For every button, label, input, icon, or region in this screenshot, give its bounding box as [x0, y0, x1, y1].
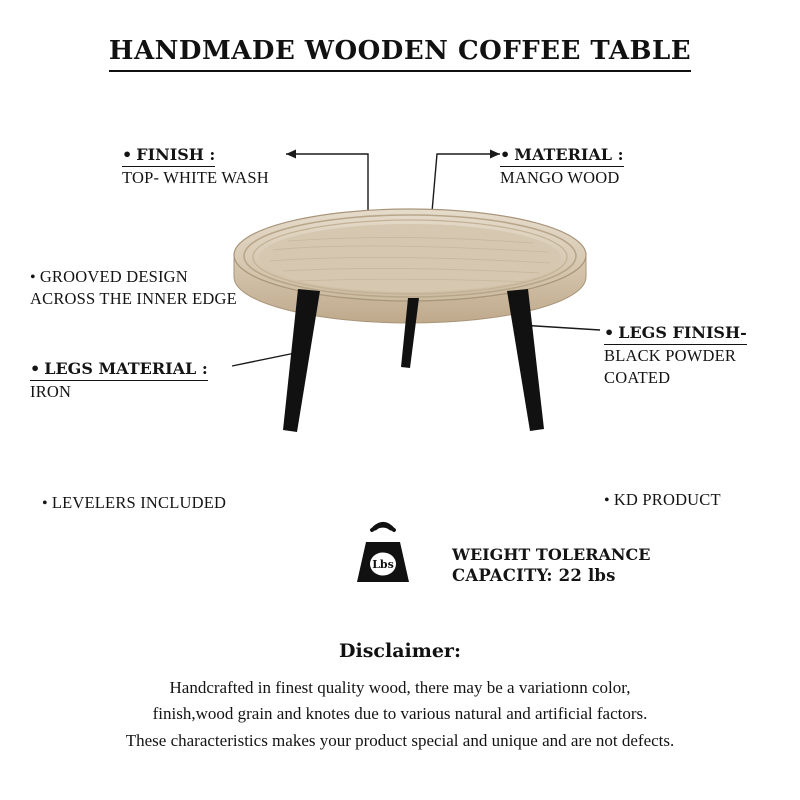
callout-weight-tolerance	[452, 544, 650, 587]
callout-grooved-design	[30, 266, 237, 310]
callout-kd-product	[604, 489, 721, 511]
weight-icon-label: Lbs	[372, 558, 394, 571]
callout-material-heading: • MATERIAL :	[500, 145, 624, 167]
weight-icon	[352, 520, 414, 586]
callout-finish-detail: TOP- WHITE WASH	[122, 168, 269, 188]
disclaimer-line-1: Handcrafted in finest quality wood, there may be a variationn color,	[169, 678, 631, 697]
arrowhead-material	[490, 150, 500, 159]
callout-legs-finish	[604, 322, 747, 388]
callout-levelers	[42, 492, 226, 514]
coffee-table-illustration	[228, 205, 592, 437]
callout-legs-material-heading: • LEGS MATERIAL :	[30, 359, 208, 381]
callout-grooved-line2: ACROSS THE INNER EDGE	[30, 289, 237, 309]
disclaimer-body	[50, 675, 750, 754]
arrowhead-finish	[286, 150, 296, 159]
callout-weight-line2: CAPACITY: 22 lbs	[452, 566, 616, 586]
callout-legs-material	[30, 358, 208, 403]
callout-levelers-text: • LEVELERS INCLUDED	[42, 492, 226, 514]
page-title-text: HANDMADE WOODEN COFFEE TABLE	[109, 36, 691, 72]
disclaimer-line-2: finish,wood grain and knotes due to various natural and artificial factors.	[152, 704, 648, 724]
callout-legs-material-detail: IRON	[30, 382, 72, 402]
callout-legs-finish-detail-1: BLACK POWDER	[604, 346, 737, 366]
callout-weight-line1: WEIGHT TOLERANCE	[452, 545, 651, 564]
table-leg-right	[507, 289, 544, 431]
callout-grooved-line1: • GROOVED DESIGN	[30, 266, 237, 288]
callout-legs-finish-detail-2: COATED	[604, 367, 671, 387]
callout-material-detail: MANGO WOOD	[500, 168, 620, 188]
disclaimer-line-3: These characteristics makes your product special and unique and are not defects.	[125, 730, 675, 750]
callout-finish-heading: • FINISH :	[122, 145, 215, 167]
callout-legs-finish-heading: • LEGS FINISH-	[604, 323, 747, 345]
page-title	[0, 36, 800, 66]
disclaimer-heading: Disclaimer:	[339, 640, 461, 662]
callout-finish	[122, 144, 269, 189]
callout-kd-text: • KD PRODUCT	[604, 489, 721, 511]
callout-material	[500, 144, 624, 189]
